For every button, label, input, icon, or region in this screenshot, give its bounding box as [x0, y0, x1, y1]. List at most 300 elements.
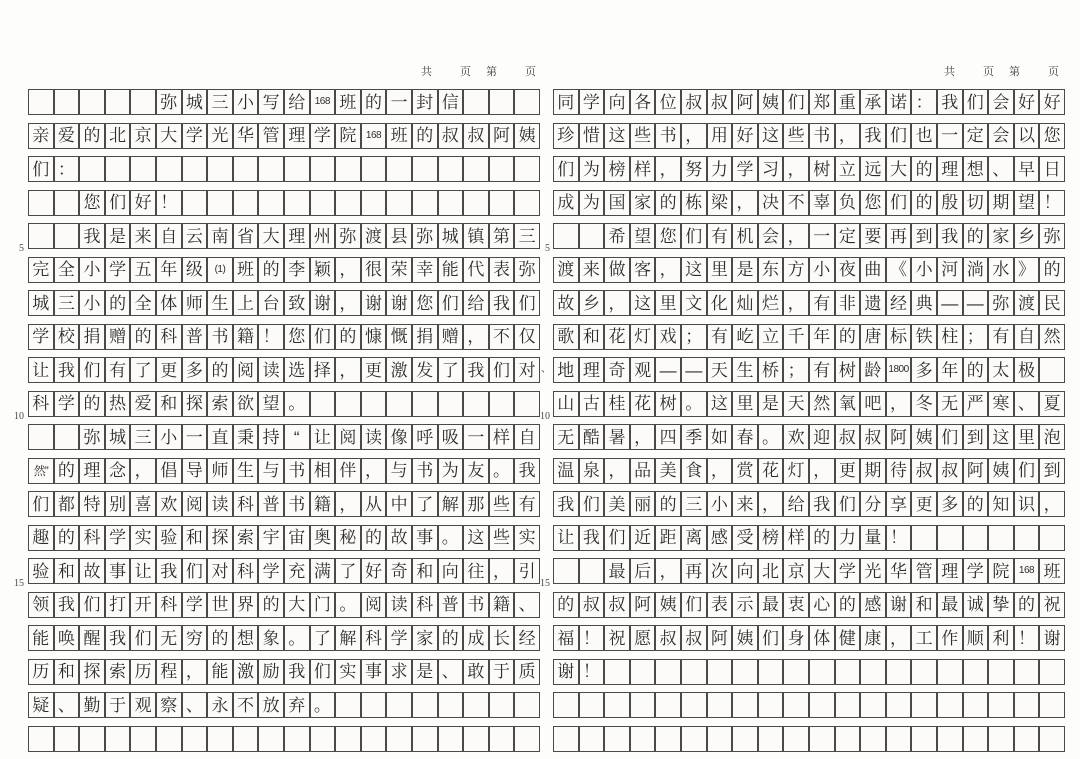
grid-cell-char: 暑: [604, 424, 630, 450]
grid-row: [28, 558, 540, 584]
grid-cell: [258, 190, 284, 216]
grid-cell-char: 爱: [130, 391, 156, 417]
grid-cell-char: 荣: [386, 257, 412, 283]
grid-cell: [604, 659, 630, 685]
grid-cell-char: ，: [335, 290, 361, 316]
grid-cell-char: 家: [630, 190, 656, 216]
grid-cell: [489, 89, 515, 115]
grid-cell-char: 让: [130, 558, 156, 584]
grid-cell-char: 然: [809, 391, 835, 417]
grid-cell-char: 里: [732, 391, 758, 417]
grid-row: [28, 491, 540, 517]
grid-cell-char: 阅: [361, 592, 387, 618]
grid-cell-char: 给: [284, 89, 310, 115]
grid-cell-char: 灯: [630, 324, 656, 350]
grid-cell-char: 事: [412, 525, 438, 551]
grid-cell-char: 立: [835, 156, 861, 182]
grid-cell-char: 家: [412, 625, 438, 651]
grid-cell-char: ，: [604, 290, 630, 316]
grid-cell-char: 来: [130, 223, 156, 249]
grid-cell-char: 长: [489, 625, 515, 651]
grid-cell-char: 云: [182, 223, 208, 249]
grid-cell-char: 。: [284, 391, 310, 417]
grid-cell-char: 福: [553, 625, 579, 651]
line-number-10: 10: [14, 410, 24, 422]
grid-cell: [386, 156, 412, 182]
grid-cell-char: 经: [514, 625, 540, 651]
grid-cell-char: 身: [783, 625, 809, 651]
grid-cell-char: 弥: [514, 257, 540, 283]
grid-cell-char: 充: [284, 558, 310, 584]
grid-cell-char: 们: [79, 357, 105, 383]
grid-cell: [463, 391, 489, 417]
grid-cell-char: 叔: [937, 458, 963, 484]
grid-cell-char: 趣: [28, 525, 54, 551]
grid-cell-char: 三: [54, 290, 80, 316]
grid-cell: [310, 190, 336, 216]
grid-cell-char: ，: [182, 659, 208, 685]
grid-cell-char: 寒: [988, 391, 1014, 417]
grid-cell-char: 这: [758, 123, 784, 149]
grid-cell-char: 读: [258, 357, 284, 383]
grid-cell-char: 有: [707, 223, 733, 249]
grid-cell: [579, 726, 605, 752]
grid-cell: [937, 726, 963, 752]
grid-cell-char: 您: [412, 290, 438, 316]
grid-cell-char: ！: [156, 190, 182, 216]
grid-cell-char: 了: [310, 625, 336, 651]
grid-cell-char: 给: [783, 491, 809, 517]
grid-cell: [28, 190, 54, 216]
grid-cell-char: 弥: [79, 424, 105, 450]
grid-cell-char: 年: [156, 257, 182, 283]
grid-cell-char: 弥: [988, 290, 1014, 316]
grid-cell-char: 非: [835, 290, 861, 316]
grid-cell-char: 们: [579, 491, 605, 517]
grid-cell-char: 学: [835, 558, 861, 584]
grid-cell-char: 我: [489, 290, 515, 316]
grid-cell-char: 吧: [860, 391, 886, 417]
grid-cell-char: ，: [604, 458, 630, 484]
grid-cell-char: 祝: [604, 625, 630, 651]
grid-cell-char: 书: [809, 123, 835, 149]
grid-cell-char: 的: [130, 324, 156, 350]
grid-cell-char: 捐: [79, 324, 105, 350]
grid-cell-char: 戏: [655, 324, 681, 350]
grid-cell-char: 书: [284, 491, 310, 517]
grid-cell: [886, 692, 912, 718]
grid-cell-char: 心: [809, 592, 835, 618]
grid-cell-char: 普: [182, 324, 208, 350]
grid-cell: [835, 692, 861, 718]
grid-cell: [463, 89, 489, 115]
grid-cell-char: 了: [335, 558, 361, 584]
grid-cell: [438, 391, 464, 417]
grid-cell-char: ，: [463, 324, 489, 350]
grid-cell: [489, 692, 515, 718]
grid-cell-char: 挚: [988, 592, 1014, 618]
grid-cell-char: 了: [438, 357, 464, 383]
grid-cell: [130, 726, 156, 752]
grid-cell-char: 严: [963, 391, 989, 417]
grid-cell-char: 解: [335, 625, 361, 651]
grid-cell-char: 切: [963, 190, 989, 216]
grid-cell-char: 激: [386, 357, 412, 383]
grid-row: [553, 525, 1063, 551]
grid-cell-char: 南: [207, 223, 233, 249]
grid-cell-char: 您: [655, 223, 681, 249]
grid-cell-char: 能: [438, 257, 464, 283]
grid-cell-char: 到: [963, 424, 989, 450]
grid-cell: [207, 190, 233, 216]
grid-cell-char: 叔: [911, 458, 937, 484]
grid-cell-char: 烂: [758, 290, 784, 316]
grid-cell-char: 别: [105, 491, 131, 517]
grid-cell-char: 好: [1039, 89, 1065, 115]
grid-cell: [412, 391, 438, 417]
grid-row: [553, 89, 1063, 115]
grid-cell-char: 籍: [233, 324, 259, 350]
grid-cell-char: 多: [911, 357, 937, 383]
grid-cell-char: 大: [886, 156, 912, 182]
grid-cell: [681, 659, 707, 685]
grid-cell-char: 学: [579, 89, 605, 115]
grid-cell: [54, 223, 80, 249]
grid-cell-char: 与: [386, 458, 412, 484]
grid-cell-char: 我: [553, 491, 579, 517]
grid-cell-char: 叔: [463, 123, 489, 149]
grid-cell-char: 籍: [310, 491, 336, 517]
grid-cell-char: 次: [707, 558, 733, 584]
grid-cell-char: 直: [207, 424, 233, 450]
grid-cell-char: 我: [860, 123, 886, 149]
grid-cell: [681, 726, 707, 752]
grid-cell-char: 叔: [681, 89, 707, 115]
grid-cell-char: 样: [783, 525, 809, 551]
manuscript-page-left: [14, 0, 540, 740]
grid-cell: [105, 726, 131, 752]
grid-cell-char: 有: [988, 324, 1014, 350]
grid-cell-char: 谢: [1039, 625, 1065, 651]
grid-cell-char: 探: [182, 391, 208, 417]
grid-cell: [361, 726, 387, 752]
grid-cell-char: 努: [681, 156, 707, 182]
grid-cell-char: ；: [963, 324, 989, 350]
grid-cell-char: 的: [105, 290, 131, 316]
grid-cell-char: ，: [783, 223, 809, 249]
grid-cell-char: 感: [707, 525, 733, 551]
grid-cell-char: 宇: [258, 525, 284, 551]
grid-cell-char: 像: [386, 424, 412, 450]
grid-cell: [758, 692, 784, 718]
grid-cell: [886, 726, 912, 752]
grid-cell-char: 距: [655, 525, 681, 551]
grid-row: [28, 257, 540, 283]
grid-cell: [28, 89, 54, 115]
grid-cell: [911, 726, 937, 752]
grid-cell-char: 有: [707, 324, 733, 350]
grid-cell: [783, 726, 809, 752]
grid-cell-char: 的: [79, 391, 105, 417]
grid-cell-char: 们: [514, 290, 540, 316]
grid-cell-char: 与: [258, 458, 284, 484]
grid-cell-char: 小: [707, 491, 733, 517]
grid-cell-char: 早: [1014, 156, 1040, 182]
grid-cell-char: 的: [54, 458, 80, 484]
grid-cell-char: —: [655, 357, 681, 383]
grid-cell-char: 县: [386, 223, 412, 249]
grid-cell: [130, 156, 156, 182]
grid-cell: [1014, 525, 1040, 551]
grid-cell-char: 屹: [732, 324, 758, 350]
grid-cell-char: 导: [182, 458, 208, 484]
grid-cell-char: —: [937, 290, 963, 316]
grid-cell-char: 我: [579, 525, 605, 551]
grid-cell-char: 理: [937, 156, 963, 182]
grid-cell-char: 疑: [28, 692, 54, 718]
grid-cell-char: 水: [988, 257, 1014, 283]
grid-cell-char: 谢: [361, 290, 387, 316]
grid-cell: [105, 156, 131, 182]
grid-cell-char: 完: [28, 257, 54, 283]
grid-cell-char: 有: [809, 290, 835, 316]
grid-cell-char: 友: [463, 458, 489, 484]
grid-cell: [630, 692, 656, 718]
grid-cell-char: 机: [732, 223, 758, 249]
grid-cell-char: 姨: [732, 625, 758, 651]
grid-cell-char: 小: [79, 290, 105, 316]
grid-cell: [1039, 357, 1065, 383]
grid-cell-char: (1): [207, 257, 233, 283]
grid-cell: [681, 692, 707, 718]
grid-cell-char: 放: [258, 692, 284, 718]
grid-row: [553, 290, 1063, 316]
grid-row: [28, 89, 540, 115]
grid-cell-char: 们: [79, 592, 105, 618]
grid-cell-char: 作: [937, 625, 963, 651]
grid-cell-char: 验: [28, 558, 54, 584]
grid-cell-char: ，: [758, 491, 784, 517]
grid-cell: [105, 89, 131, 115]
grid-cell-char: 》: [1014, 257, 1040, 283]
grid-cell: [963, 525, 989, 551]
grid-cell-char: 质: [514, 659, 540, 685]
grid-cell-char: 些: [489, 525, 515, 551]
grid-cell-char: 观: [630, 357, 656, 383]
grid-cell-char: 遗: [860, 290, 886, 316]
grid-cell-char: 阿: [489, 123, 515, 149]
grid-cell-char: 热: [105, 391, 131, 417]
grid-row: [553, 190, 1063, 216]
grid-cell-char: 和: [156, 391, 182, 417]
grid-cell: [835, 726, 861, 752]
grid-cell-char: ，: [335, 491, 361, 517]
grid-cell: [937, 525, 963, 551]
grid-cell-char: 典: [911, 290, 937, 316]
grid-cell: [386, 190, 412, 216]
grid-cell-char: 们: [963, 89, 989, 115]
grid-cell-char: 敢: [463, 659, 489, 685]
grid-cell-char: 谢: [553, 659, 579, 685]
grid-cell: [233, 156, 259, 182]
grid-cell: [489, 190, 515, 216]
grid-row: [553, 257, 1063, 283]
grid-cell-char: 好: [130, 190, 156, 216]
grid-cell-char: 负: [835, 190, 861, 216]
grid-cell-char: 光: [207, 123, 233, 149]
grid-cell-char: 们: [835, 491, 861, 517]
grid-cell: [1014, 659, 1040, 685]
grid-cell-char: 界: [233, 592, 259, 618]
grid-cell-char: 姨: [988, 458, 1014, 484]
grid-cell: [911, 525, 937, 551]
grid-cell-char: 到: [911, 223, 937, 249]
grid-cell-char: 的: [963, 223, 989, 249]
grid-cell: [732, 692, 758, 718]
grid-cell-char: 学: [732, 156, 758, 182]
grid-cell-char: 上: [233, 290, 259, 316]
grid-row: [28, 156, 540, 182]
grid-cell-char: 力: [835, 525, 861, 551]
grid-cell-char: 和: [412, 558, 438, 584]
grid-cell-char: 于: [489, 659, 515, 685]
grid-row: [28, 659, 540, 685]
grid-cell-char: 事: [361, 659, 387, 685]
grid-cell-char: 喜: [130, 491, 156, 517]
grid-cell: [732, 659, 758, 685]
grid-cell-char: 理: [79, 458, 105, 484]
grid-cell-char: 科: [233, 491, 259, 517]
grid-cell-char: 酷: [579, 424, 605, 450]
grid-cell-char: 承: [860, 89, 886, 115]
grid-cell-char: 太: [988, 357, 1014, 383]
grid-cell-char: 弥: [412, 223, 438, 249]
grid-cell-char: 想: [963, 156, 989, 182]
grid-row: [553, 424, 1063, 450]
grid-cell-char: 阅: [335, 424, 361, 450]
grid-cell-char: 冬: [911, 391, 937, 417]
grid-cell-char: ，: [886, 391, 912, 417]
grid-cell-char: 全: [130, 290, 156, 316]
grid-cell-char: 表: [489, 257, 515, 283]
grid-cell-char: 无: [937, 391, 963, 417]
grid-cell: [707, 659, 733, 685]
grid-cell-char: 历: [28, 659, 54, 685]
grid-cell-char: ，: [681, 123, 707, 149]
grid-cell: [553, 558, 579, 584]
grid-row: [28, 525, 540, 551]
grid-cell-char: 春: [732, 424, 758, 450]
grid-cell-char: ！: [579, 659, 605, 685]
grid-cell-char: 理: [937, 558, 963, 584]
grid-cell-char: 了: [130, 357, 156, 383]
grid-cell-char: 普: [438, 592, 464, 618]
grid-cell-char: 验: [156, 525, 182, 551]
grid-row: [553, 391, 1063, 417]
grid-cell-char: 科: [28, 391, 54, 417]
grid-cell: [438, 156, 464, 182]
grid-cell: [514, 89, 540, 115]
grid-cell-char: 台: [258, 290, 284, 316]
grid-cell-char: 城: [182, 89, 208, 115]
grid-cell-char: 的: [335, 324, 361, 350]
grid-row: [553, 357, 1063, 383]
grid-cell-char: 健: [835, 625, 861, 651]
grid-cell-char: 更: [911, 491, 937, 517]
grid-cell: [79, 726, 105, 752]
grid-cell-char: 用: [707, 123, 733, 149]
grid-cell-char: 事: [105, 558, 131, 584]
grid-cell-char: 致: [284, 290, 310, 316]
grid-cell-char: 探: [79, 659, 105, 685]
grid-cell-char: 利: [988, 625, 1014, 651]
grid-cell-char: 是: [758, 391, 784, 417]
grid-cell: [489, 726, 515, 752]
grid-cell-char: 理: [579, 357, 605, 383]
grid-row: [553, 223, 1063, 249]
grid-cell-char: 分: [860, 491, 886, 517]
grid-cell: [1039, 726, 1065, 752]
grid-cell-char: 、: [438, 659, 464, 685]
grid-cell-char: 顺: [963, 625, 989, 651]
grid-cell-char: 《: [886, 257, 912, 283]
grid-cell: [758, 659, 784, 685]
grid-cell-char: 多: [182, 357, 208, 383]
grid-row: [553, 726, 1063, 752]
grid-cell-char: 里: [707, 257, 733, 283]
grid-cell-char: 感: [860, 592, 886, 618]
grid-cell: [1039, 692, 1065, 718]
grid-cell-char: 、: [514, 592, 540, 618]
grid-row: [28, 223, 540, 249]
grid-cell-char: 我: [156, 558, 182, 584]
grid-cell-char: 理: [284, 123, 310, 149]
grid-cell: [79, 156, 105, 182]
grid-cell-char: 三: [514, 223, 540, 249]
grid-cell-char: 知: [988, 491, 1014, 517]
grid-cell-char: 更: [361, 357, 387, 383]
grid-cell: [860, 726, 886, 752]
grid-cell-char: 永: [207, 692, 233, 718]
grid-cell-char: 伴: [335, 458, 361, 484]
grid-cell-char: 夜: [835, 257, 861, 283]
grid-cell: [386, 692, 412, 718]
grid-cell-char: 我: [809, 491, 835, 517]
grid-cell: [514, 726, 540, 752]
grid-cell-char: 弃: [284, 692, 310, 718]
grid-cell-char: ，: [783, 290, 809, 316]
grid-cell-char: 们: [783, 89, 809, 115]
grid-cell-char: 望: [258, 391, 284, 417]
grid-cell-char: 铁: [911, 324, 937, 350]
grid-cell-char: 叔: [681, 625, 707, 651]
grid-cell-char: 学: [28, 324, 54, 350]
grid-cell-char: 们: [681, 223, 707, 249]
grid-cell-char: 河: [937, 257, 963, 283]
grid-cell-char: 些: [489, 491, 515, 517]
grid-cell-char: 泡: [1039, 424, 1065, 450]
grid-cell-char: 科: [361, 625, 387, 651]
grid-cell-char: 为: [579, 190, 605, 216]
grid-cell-char: 的: [655, 491, 681, 517]
grid-cell-char: 级: [182, 257, 208, 283]
grid-cell-char: 我: [514, 458, 540, 484]
grid-cell: [156, 156, 182, 182]
grid-cell: [707, 726, 733, 752]
grid-cell: [361, 156, 387, 182]
grid-cell-char: 灯: [783, 458, 809, 484]
grid-cell: [463, 692, 489, 718]
